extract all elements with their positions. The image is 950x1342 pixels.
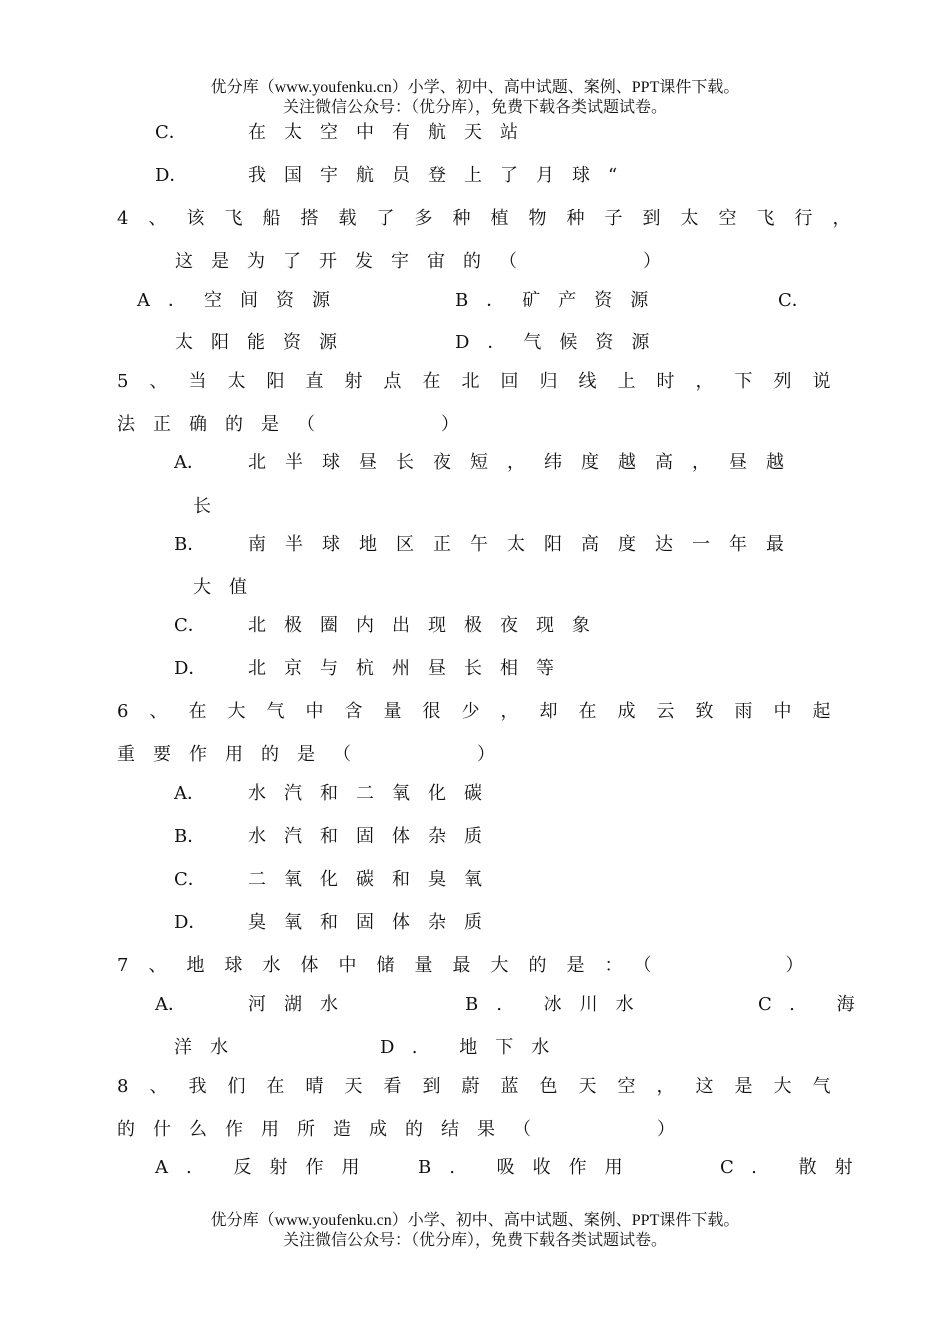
q7-option-d: D. 地下水 xyxy=(380,1037,568,1058)
q5-option-c-label: C． xyxy=(174,615,206,636)
q6-stem-line-2: 重要作用的是（ ） xyxy=(117,744,513,765)
q7-option-b: B. 冰川水 xyxy=(465,994,652,1015)
footer-line-2: 关注微信公众号：（优分库），免费下载各类试题试卷。 xyxy=(282,1232,667,1249)
q8-stem-line-1: 8、我们在晴天看到蔚蓝色天空，这是大气 xyxy=(117,1076,852,1097)
q4-option-b: B．矿产资源 xyxy=(455,290,667,311)
q5-option-a-cont: 长 xyxy=(193,496,211,517)
q4-option-d: D．气候资源 xyxy=(455,332,668,353)
q3-option-d: 我国宇航员登上了月球“ xyxy=(248,165,636,186)
q4-stem-line-1: 4、该飞船搭载了多种植物种子到太空飞行， xyxy=(117,208,871,229)
q5-stem-line-2: 法正确的是（ ） xyxy=(117,414,477,435)
q6-option-c-label: C． xyxy=(174,869,206,890)
q8-option-a: A. 反射作用 xyxy=(155,1157,378,1178)
q7-option-c-cont: 洋水 xyxy=(174,1037,246,1058)
footer-line-1: 优分库（www.youfenku.cn）小学、初中、高中试题、案例、PPT课件下载。 xyxy=(210,1212,740,1229)
q3-option-d-label: D． xyxy=(155,165,188,186)
q6-option-d: 臭氧和固体杂质 xyxy=(248,912,500,933)
q5-option-b: 南半球地区正午太阳高度达一年最 xyxy=(248,534,803,555)
q4-option-a: A．空间资源 xyxy=(137,290,348,311)
q7-option-a-label: A． xyxy=(155,994,186,1015)
q5-option-d: 北京与杭州昼长相等 xyxy=(248,658,572,679)
q3-option-c-label: C． xyxy=(155,122,187,143)
q5-stem-line-1: 5、当太阳直射点在北回归线上时，下列说 xyxy=(117,371,852,392)
header-line-2: 关注微信公众号：（优分库），免费下载各类试题试卷。 xyxy=(282,99,667,116)
q6-option-c: 二氧化碳和臭氧 xyxy=(248,869,500,890)
q6-option-d-label: D． xyxy=(174,912,207,933)
q6-option-a: 水汽和二氧化碳 xyxy=(248,783,500,804)
q4-option-c-label: C． xyxy=(778,290,810,311)
q5-option-b-cont: 大值 xyxy=(193,577,265,598)
q6-option-b: 水汽和固体杂质 xyxy=(248,826,500,847)
q8-stem-line-2: 的什么作用所造成的结果（ ） xyxy=(117,1119,693,1140)
q4-option-c: 太阳能资源 xyxy=(175,332,355,353)
q3-option-c: 在太空中有航天站 xyxy=(248,122,536,143)
q5-option-d-label: D． xyxy=(174,658,207,679)
q5-option-a: 北半球昼长夜短，纬度越高，昼越 xyxy=(248,452,803,473)
q5-option-b-label: B． xyxy=(174,534,206,555)
q6-option-a-label: A． xyxy=(174,783,205,804)
q7-option-a: 河湖水 xyxy=(248,994,356,1015)
q7-option-c: C. 海 xyxy=(758,994,873,1015)
q7-stem: 7、地球水体中储量最大的是：（ ） xyxy=(117,955,824,976)
q6-option-b-label: B． xyxy=(174,826,206,847)
q5-option-a-label: A． xyxy=(174,452,205,473)
q4-stem-line-2: 这是为了开发宇宙的（ ） xyxy=(175,251,679,272)
q6-stem-line-1: 6、在大气中含量很少，却在成云致雨中起 xyxy=(117,701,852,722)
header-line-1: 优分库（www.youfenku.cn）小学、初中、高中试题、案例、PPT课件下载。 xyxy=(210,79,740,96)
q8-option-c: C. 散射 xyxy=(720,1157,871,1178)
q8-option-b: B. 吸收作用 xyxy=(418,1157,641,1178)
q5-option-c: 北极圈内出现极夜现象 xyxy=(248,615,608,636)
